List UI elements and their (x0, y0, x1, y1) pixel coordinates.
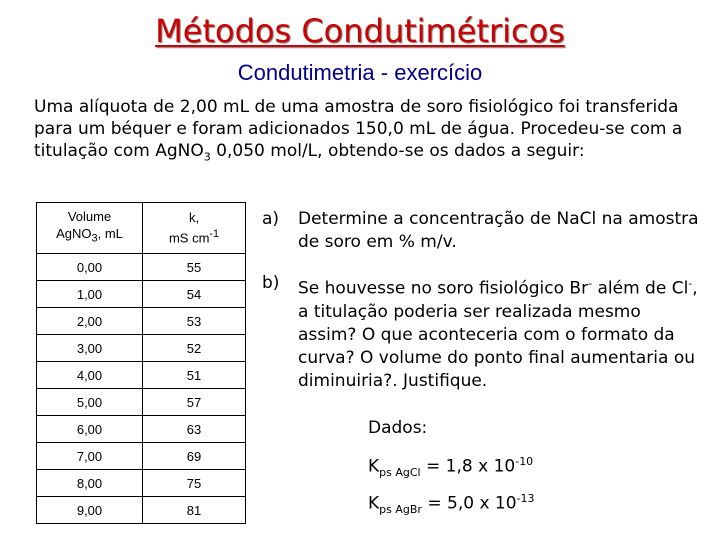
volume-header-unit: , mL (97, 226, 123, 242)
question-b (262, 272, 702, 393)
dados-title: Dados: (368, 418, 428, 438)
table-row (37, 254, 246, 281)
volume-cell: 3,00 (37, 335, 143, 362)
question-b-text (298, 272, 702, 393)
conductivity-cell: 54 (143, 281, 246, 308)
volume-cell: 0,00 (37, 254, 143, 281)
conductivity-cell: 81 (143, 497, 246, 524)
ksp-agbr (368, 492, 535, 516)
conductivity-cell: 55 (143, 254, 246, 281)
table-row (37, 281, 246, 308)
volume-header-line1: Volume (67, 209, 112, 225)
conductivity-cell: 63 (143, 416, 246, 443)
volume-cell: 4,00 (37, 362, 143, 389)
question-b-text-1: Se houvesse no soro fisiológico Br (298, 278, 589, 299)
ksp-agcl-value: = 1,8 x 10 (420, 456, 516, 477)
volume-cell: 1,00 (37, 281, 143, 308)
page-subtitle: Condutimetria - exercício (237, 60, 483, 85)
k-header-sup: -1 (209, 228, 220, 241)
conductivity-cell: 52 (143, 335, 246, 362)
conductivity-cell: 69 (143, 443, 246, 470)
ksp-agcl-exp: -10 (515, 455, 534, 468)
table-row (37, 416, 246, 443)
table-row (37, 389, 246, 416)
volume-cell: 9,00 (37, 497, 143, 524)
intro-text-1: Uma alíquota de 2,00 mL de uma amostra de soro fisiológico foi transferida para um béquer e foram adicionados 150,0 mL de água. Procedeu-se com a titulação com AgNO (34, 97, 683, 161)
volume-cell: 5,00 (37, 389, 143, 416)
ksp-agbr-sub: ps AgBr (379, 503, 422, 517)
volume-header-sub: 3 (91, 232, 98, 245)
conductivity-cell: 75 (143, 470, 246, 497)
ksp-agcl (368, 455, 533, 479)
k-header-line1: k, (188, 210, 200, 226)
question-b-text-2: além de Cl (592, 278, 689, 299)
question-b-sup-1: - (588, 277, 593, 290)
ksp-agbr-value: = 5,0 x 10 (421, 493, 517, 514)
titration-data-table (36, 202, 246, 524)
ksp-agcl-sub: ps AgCl (379, 466, 421, 480)
volume-header-main: AgNO (56, 226, 92, 242)
volume-cell: 8,00 (37, 470, 143, 497)
question-b-label: b) (262, 273, 280, 293)
ksp-agbr-k: K (368, 493, 380, 514)
volume-column-header (37, 203, 143, 254)
conductivity-column-header (143, 203, 246, 254)
table-row (37, 335, 246, 362)
question-a-text: Determine a concentração de NaCl na amostra de soro em % m/v. (298, 209, 699, 252)
intro-subscript: 3 (203, 150, 211, 164)
table-row (37, 497, 246, 524)
volume-cell: 7,00 (37, 443, 143, 470)
table-row (37, 362, 246, 389)
table-row (37, 443, 246, 470)
page-title (0, 12, 720, 50)
question-b-sup-2: - (688, 277, 693, 290)
question-b-text-3: , a titulação poderia ser realizada mesmo assim? O que aconteceria com o formato da curva? O volume do ponto final aumentaria ou diminuiria?. Justifique. (298, 278, 698, 391)
ksp-agbr-exp: -13 (516, 492, 535, 505)
volume-cell: 6,00 (37, 416, 143, 443)
question-a-label: a) (262, 209, 280, 229)
intro-text-2: 0,050 mol/L, obtendo-se os dados a seguir: (210, 141, 585, 161)
ksp-agcl-k: K (368, 456, 380, 477)
table-row (37, 308, 246, 335)
table-body (37, 254, 246, 524)
table-row (37, 470, 246, 497)
conductivity-cell: 51 (143, 362, 246, 389)
table-header-row (37, 203, 246, 254)
question-a (262, 208, 702, 254)
intro-paragraph (34, 96, 704, 168)
conductivity-cell: 57 (143, 389, 246, 416)
k-header-main: mS cm (168, 230, 210, 246)
volume-cell: 2,00 (37, 308, 143, 335)
conductivity-cell: 53 (143, 308, 246, 335)
page-title-text: Métodos Condutimétricos (155, 12, 565, 50)
